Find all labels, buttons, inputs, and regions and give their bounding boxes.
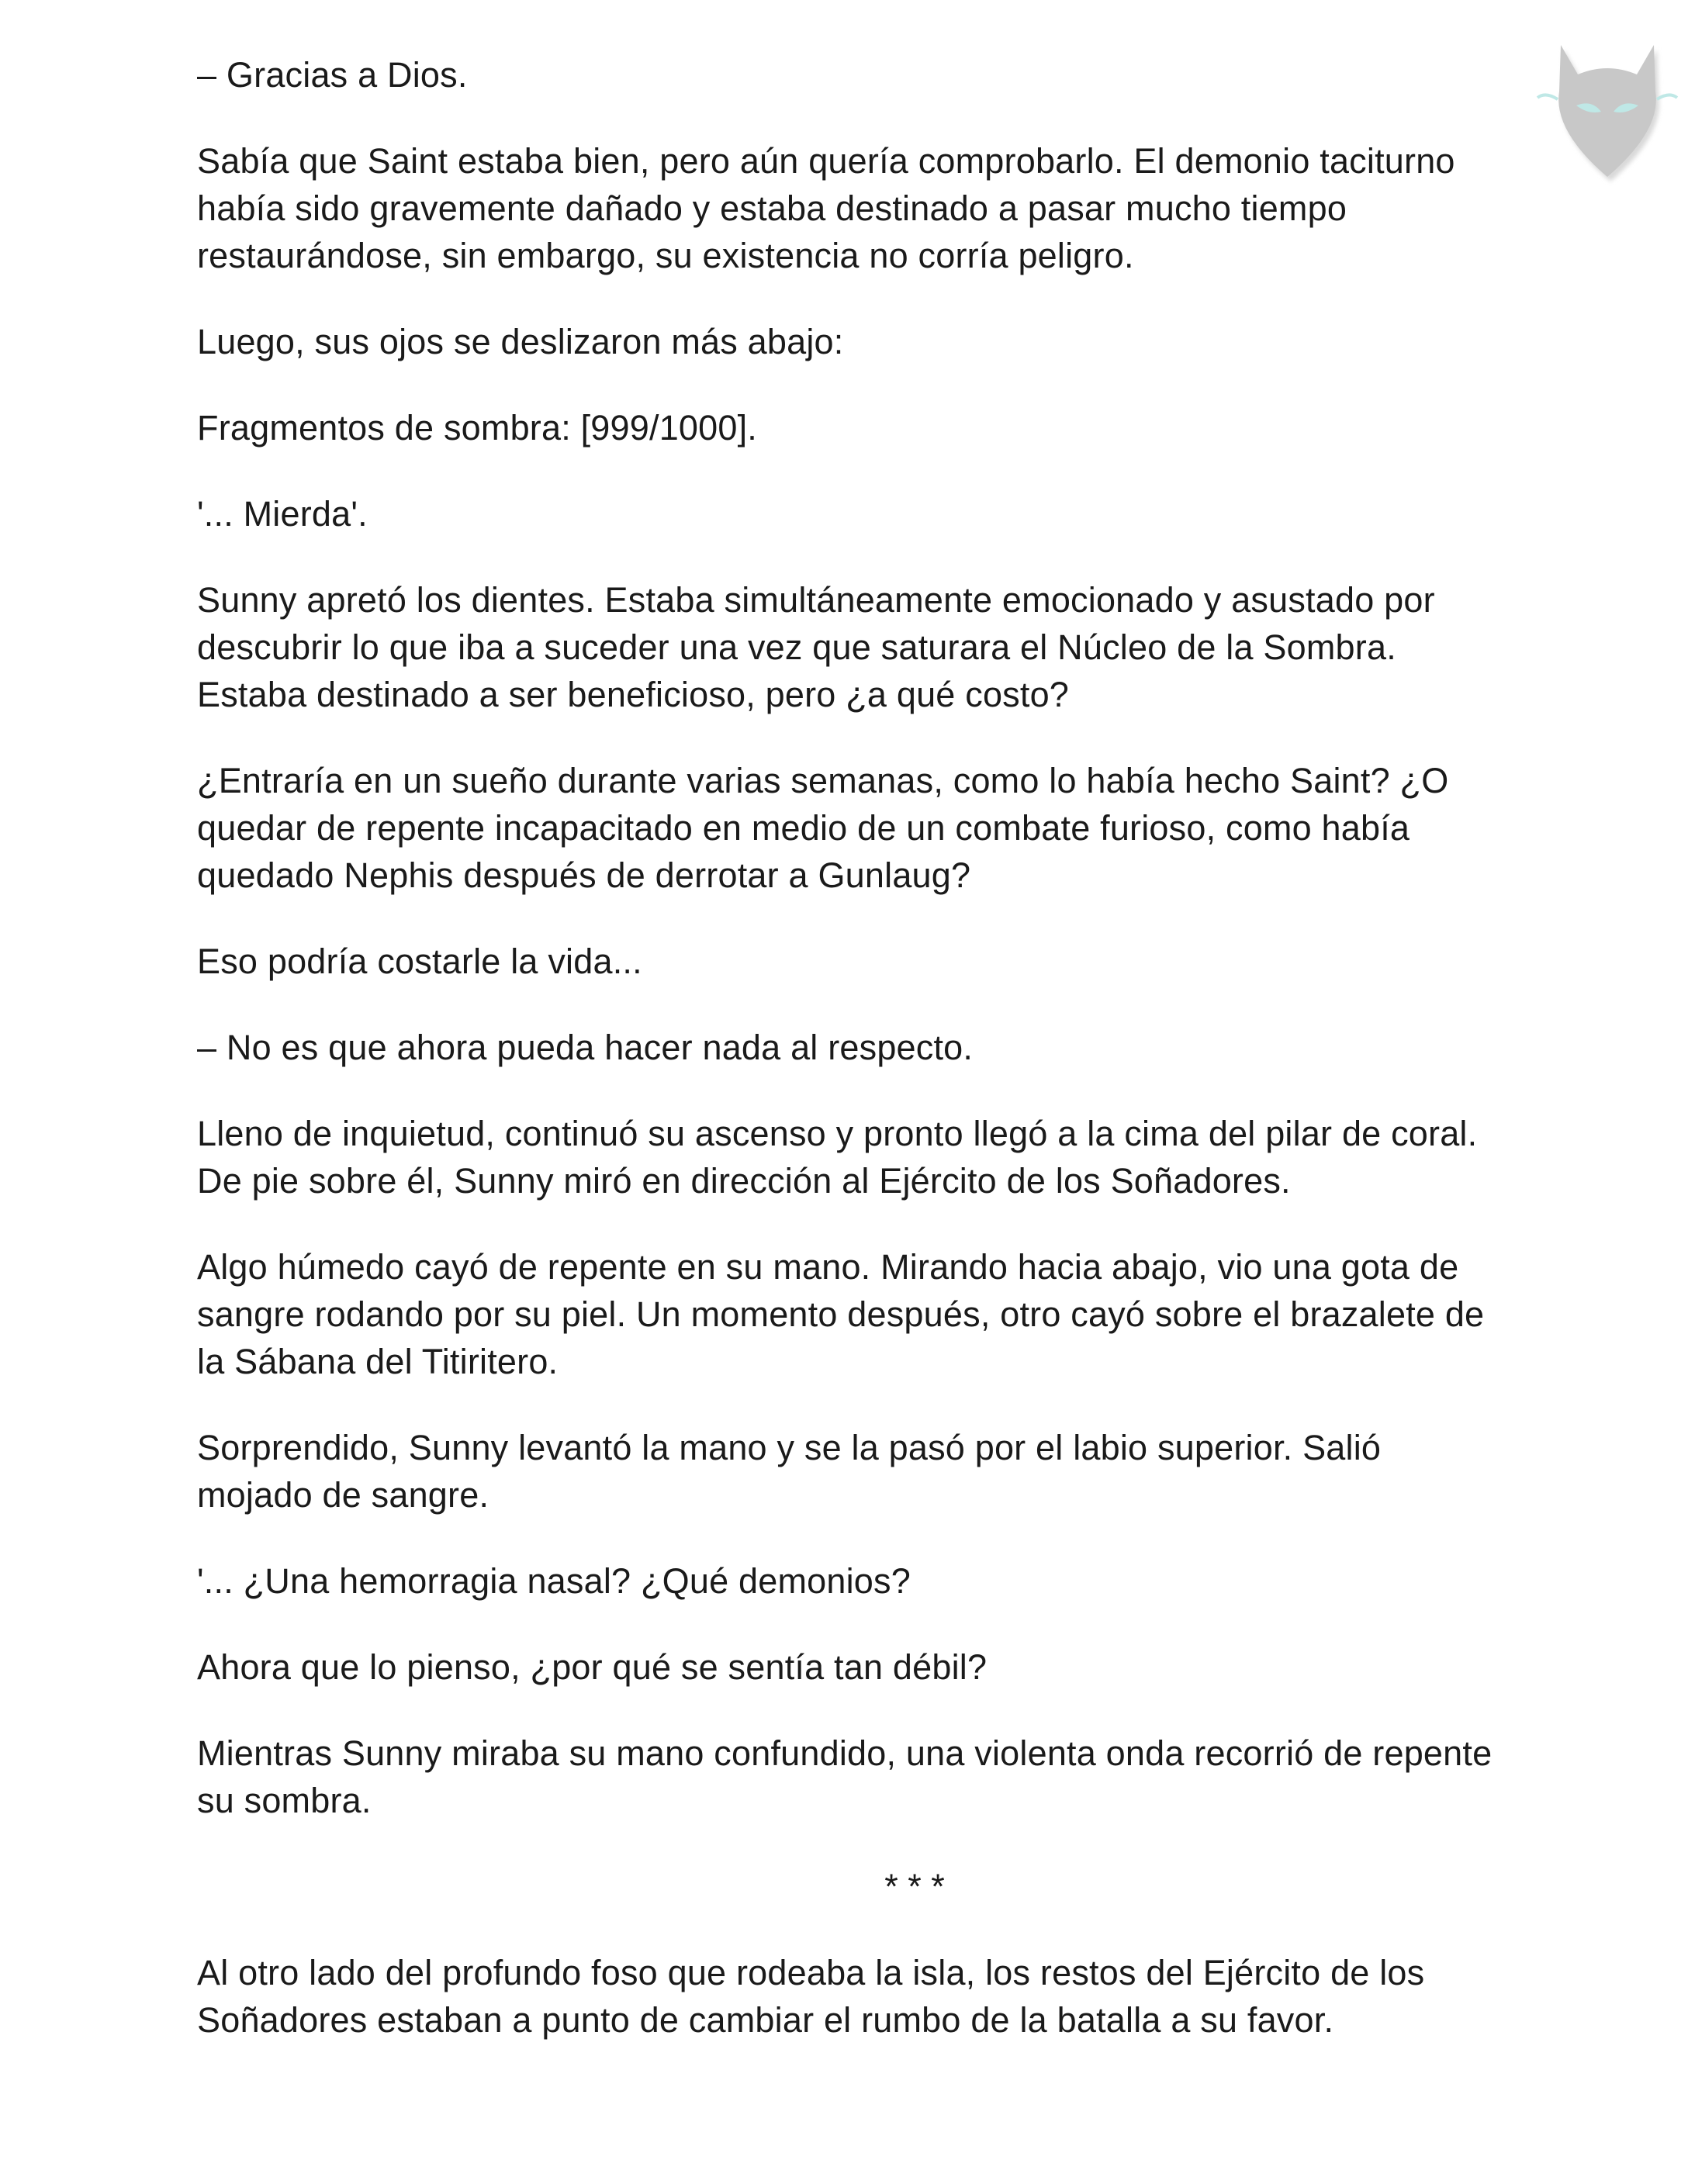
scene-separator: * * * [884,1867,945,1906]
paragraph: Fragmentos de sombra: [999/1000]. [197,408,758,448]
paragraph: Algo húmedo cayó de repente en su mano. Mirando hacia abajo, vio una gota de sangre rodando por su piel. Un momento después, otro cayó sobre el brazalete de la Sábana del Titiritero. [197,1247,1485,1381]
paragraph: Sorprendido, Sunny levantó la mano y se la pasó por el labio superior. Salió mojado de sangre. [197,1428,1382,1515]
document-page [197,51,1500,2082]
paragraph: ¿Entraría en un sueño durante varias semanas, como lo había hecho Saint? ¿O quedar de repente incapacitado en medio de un combate furioso, como había quedado Nephis después de derrotar a Gunlaug? [197,761,1449,895]
paragraph: '... ¿Una hemorragia nasal? ¿Qué demonios? [197,1561,911,1601]
paragraph: Ahora que lo pienso, ¿por qué se sentía tan débil? [197,1647,988,1687]
paragraph: Sabía que Saint estaba bien, pero aún quería comprobarlo. El demonio taciturno había sido gravemente dañado y estaba destinado a pasar mucho tiempo restaurándose, sin embargo, su existencia no corría peligro. [197,141,1455,275]
paragraph: Luego, sus ojos se deslizaron más abajo: [197,322,844,361]
paragraph: Sunny apretó los dientes. Estaba simultáneamente emocionado y asustado por descubrir lo que iba a suceder una vez que saturara el Núcleo de la Sombra. Estaba destinado a ser beneficioso, pero ¿a qué costo? [197,580,1435,714]
closing-paragraph: Al otro lado del profundo foso que rodeaba la isla, los restos del Ejército de los Soñadores estaban a punto de cambiar el rumbo de la batalla a su favor. [197,1953,1425,2040]
demon-head-icon [1530,14,1685,192]
paragraph: Lleno de inquietud, continuó su ascenso y pronto llegó a la cima del pilar de coral. De pie sobre él, Sunny miró en dirección al Ejército de los Soñadores. [197,1114,1478,1201]
paragraph: – Gracias a Dios. [197,55,468,95]
paragraph: Mientras Sunny miraba su mano confundido, una violenta onda recorrió de repente su sombra. [197,1733,1493,1820]
paragraph: '... Mierda'. [197,494,368,534]
paragraph: Eso podría costarle la vida... [197,942,642,981]
paragraph: – No es que ahora pueda hacer nada al respecto. [197,1028,974,1067]
